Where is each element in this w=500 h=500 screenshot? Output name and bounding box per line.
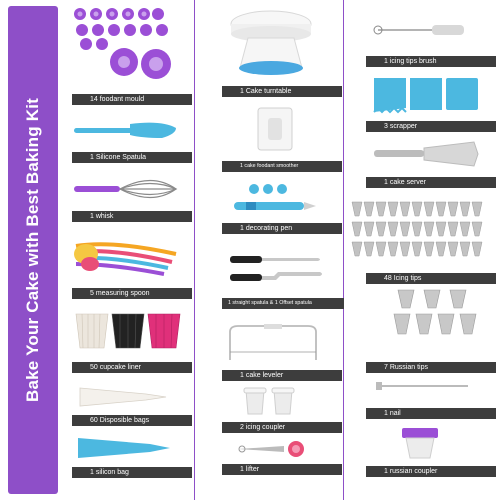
- icing-coupler-icon: [240, 384, 300, 420]
- cupcake-liner-icon: [74, 308, 184, 352]
- spatula-set-icon: [226, 250, 326, 290]
- label-silicone-spatula: 1 Silicone Spatula: [72, 152, 192, 163]
- label-cake-leveler: 1 cake leveler: [222, 370, 342, 381]
- fondant-smoother-icon: [250, 104, 300, 154]
- scrapper-icon: [372, 74, 482, 114]
- label-nail: 1 nail: [366, 408, 496, 419]
- russian-tips-icon: [392, 288, 478, 338]
- cake-turntable-icon: [226, 8, 316, 78]
- cake-leveler-icon: [224, 324, 324, 364]
- label-decorating-pen: 1 decorating pen: [222, 223, 342, 234]
- cake-server-icon: [370, 140, 480, 168]
- label-cupcake-liner: 50 cupcake liner: [72, 362, 192, 373]
- label-spatula-set: 1 straight spatula & 1 Offset spatula: [222, 298, 344, 309]
- label-lifter: 1 lifter: [222, 464, 342, 475]
- label-scrapper: 3 scrapper: [366, 121, 496, 132]
- label-fondant-mould: 14 foodant mould: [72, 94, 192, 105]
- label-disposable-bag: 60 Disposible bags: [72, 415, 192, 426]
- label-russian-coupler: 1 russian coupler: [366, 466, 496, 477]
- decorating-pen-icon: [224, 182, 324, 218]
- silicon-bag-icon: [76, 436, 176, 460]
- russian-coupler-icon: [398, 424, 442, 460]
- icing-tips-icon: [350, 198, 490, 264]
- measuring-spoon-icon: [72, 236, 182, 280]
- lifter-icon: [234, 436, 314, 462]
- banner-title: Bake Your Cake with Best Baking Kit: [23, 98, 42, 402]
- label-russian-tips: 7 Russian tips: [366, 362, 496, 373]
- disposable-bag-icon: [76, 384, 176, 410]
- nail-icon: [372, 376, 472, 396]
- label-cake-server: 1 cake server: [366, 177, 496, 188]
- label-silicon-bag: 1 silicon bag: [72, 467, 192, 478]
- label-icing-tips: 48 Icing tips: [366, 273, 496, 284]
- label-icing-coupler: 2 icing coupler: [222, 422, 342, 433]
- fondant-mould-icon: [72, 6, 192, 86]
- icing-tips-brush-icon: [372, 22, 472, 38]
- column-divider: [343, 0, 344, 500]
- label-whisk: 1 whisk: [72, 211, 192, 222]
- label-icing-tips-brush: 1 icing tips brush: [366, 56, 496, 67]
- label-cake-turntable: 1 Cake turntable: [222, 86, 342, 97]
- column-divider: [194, 0, 195, 500]
- side-banner: [0, 0, 64, 500]
- whisk-icon: [72, 174, 182, 204]
- label-fondant-smoother: 1 cake foodant smoother: [222, 161, 342, 172]
- silicone-spatula-icon: [72, 118, 182, 142]
- label-measuring-spoon: 5 measuring spoon: [72, 288, 192, 299]
